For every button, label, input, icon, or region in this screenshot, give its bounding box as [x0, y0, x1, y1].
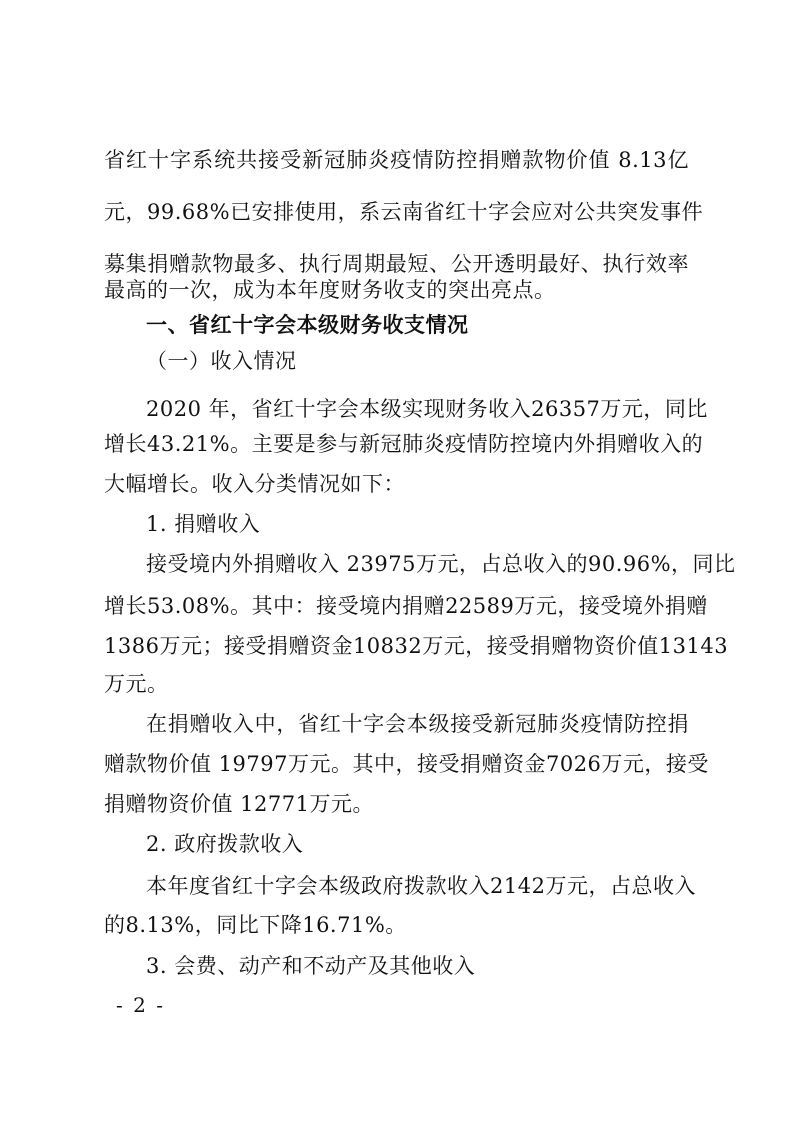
- covid-donation-line-3: 捐赠物资价值 12771万元。: [104, 792, 374, 816]
- intro-line-4: 最高的一次，成为本年度财务收支的突出亮点。: [104, 278, 556, 302]
- section-heading-1: 一、省红十字会本级财务收支情况: [146, 313, 469, 337]
- subsection-heading-income: （一）收入情况: [146, 349, 297, 373]
- item-heading-other-income: 3. 会费、动产和不动产及其他收入: [146, 954, 476, 978]
- covid-donation-line-2: 赠款物价值 19797万元。其中，接受捐赠资金7026万元，接受: [104, 752, 709, 776]
- intro-line-2: 元，99.68%已安排使用，系云南省红十字会应对公共突发事件: [104, 200, 704, 224]
- income-summary-line-2: 增长43.21%。主要是参与新冠肺炎疫情防控境内外捐赠收入的: [104, 432, 704, 456]
- donation-line-4: 万元。: [104, 672, 169, 696]
- donation-line-1: 接受境内外捐赠收入 23975万元，占总收入的90.96%，同比: [146, 552, 736, 576]
- item-heading-government: 2. 政府拨款收入: [146, 832, 304, 856]
- item-heading-donation: 1. 捐赠收入: [146, 512, 261, 536]
- income-summary-line-3: 大幅增长。收入分类情况如下：: [104, 472, 405, 496]
- government-line-1: 本年度省红十字会本级政府拨款收入2142万元，占总收入: [146, 874, 696, 898]
- intro-line-3: 募集捐赠款物最多、执行周期最短、公开透明最好、执行效率: [104, 252, 689, 276]
- page-number: - 2 -: [116, 993, 165, 1017]
- income-summary-line-1: 2020 年，省红十字会本级实现财务收入26357万元，同比: [146, 397, 708, 421]
- government-line-2: 的8.13%，同比下降16.71%。: [104, 913, 407, 937]
- covid-donation-line-1: 在捐赠收入中，省红十字会本级接受新冠肺炎疫情防控捐: [146, 712, 689, 736]
- intro-line-1: 省红十字系统共接受新冠肺炎疫情防控捐赠款物价值 8.13亿: [104, 148, 689, 172]
- donation-line-2: 增长53.08%。其中：接受境内捐赠22589万元，接受境外捐赠: [104, 594, 708, 618]
- donation-line-3: 1386万元；接受捐赠资金10832万元，接受捐赠物资价值13143: [104, 634, 729, 658]
